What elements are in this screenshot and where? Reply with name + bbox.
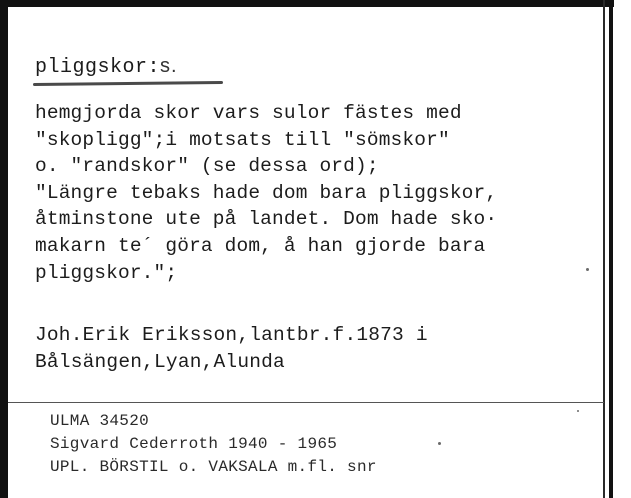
headword-underline <box>33 81 223 86</box>
definition-line: hemgjorda skor vars sulor fästes med <box>35 102 462 124</box>
card-right-border-outer <box>609 0 613 498</box>
informant-source <box>35 322 428 376</box>
headword <box>35 55 178 79</box>
headword-suffix: s. <box>160 55 178 77</box>
definition-line: "Längre tebaks hade dom bara pliggskor, <box>35 181 498 204</box>
definition-line: o. "randskor" (se dessa ord); <box>35 155 379 178</box>
archive-line: ULMA 34520 <box>50 412 150 430</box>
definition-line: "skopligg";i motsats till "sömskor" <box>35 128 450 151</box>
definition-text <box>35 100 497 286</box>
definition-line: pliggskor."; <box>35 261 178 284</box>
archive-line: UPL. BÖRSTIL o. VAKSALA m.fl. snr <box>50 458 377 476</box>
card-right-border-inner <box>603 0 605 498</box>
definition-line: åtminstone ute på landet. Dom hade sko· <box>35 208 498 231</box>
paper-speck <box>438 442 441 445</box>
paper-speck <box>577 410 579 412</box>
archive-line: Sigvard Cederroth 1940 - 1965 <box>50 435 338 453</box>
card-top-border <box>0 0 631 7</box>
source-line: Bålsängen,Lyan,Alunda <box>35 351 285 373</box>
card-left-border <box>0 0 8 498</box>
archive-stamp <box>50 410 377 479</box>
archive-divider <box>8 402 604 403</box>
definition-line: makarn te´ göra dom, å han gjorde bara <box>35 234 486 257</box>
card-right-margin <box>614 0 631 498</box>
paper-speck <box>586 268 589 271</box>
source-line: Joh.Erik Eriksson,lantbr.f.1873 i <box>35 324 428 346</box>
headword-text: pliggskor: <box>35 56 161 79</box>
